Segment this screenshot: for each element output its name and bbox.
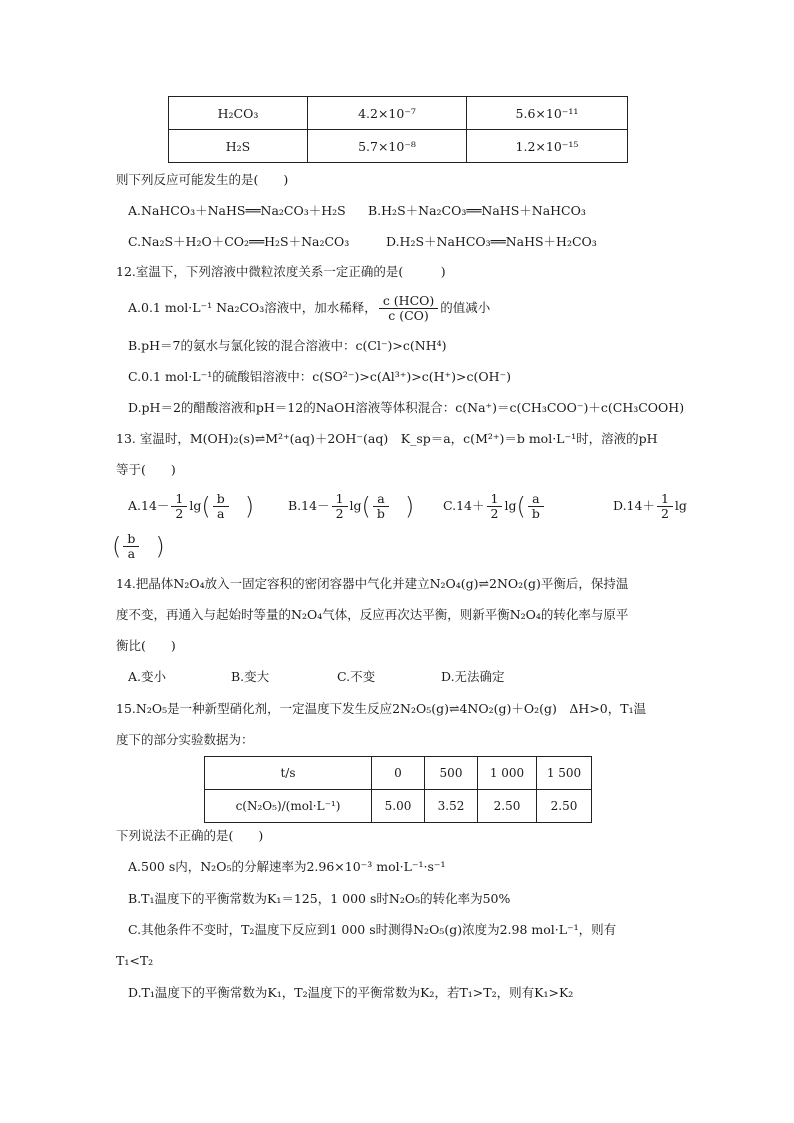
- q11-stem: 则下列反应可能发生的是( ): [116, 172, 289, 187]
- table-row: [205, 757, 592, 790]
- paren-close: ): [155, 532, 165, 561]
- table-header-cell: 1 000: [478, 757, 537, 790]
- denominator: 2: [490, 506, 499, 521]
- q15-line-2: 度下的部分实验数据为：: [116, 732, 254, 747]
- denominator: 2: [335, 506, 344, 521]
- q12-option-c: C.0.1 mol·L⁻¹的硫酸铝溶液中：c(SO²⁻)>c(Al³⁺)>c(H⁺)>c(OH⁻): [128, 369, 511, 384]
- q13-option-b: [288, 492, 414, 521]
- q13-c-prefix: C.14＋: [443, 498, 485, 513]
- kinetics-data-table: [204, 756, 592, 823]
- table-cell: 2.50: [537, 790, 592, 823]
- table-row: [205, 790, 592, 823]
- table-cell: H₂CO₃: [169, 97, 308, 130]
- table-header-cell: t/s: [205, 757, 372, 790]
- q14-option-b: B.变大: [231, 669, 270, 684]
- q13-a-prefix: A.14－: [128, 498, 170, 513]
- q12-option-d: D.pH＝2的醋酸溶液和pH＝12的NaOH溶液等体积混合：c(Na⁺)＝c(CH₃COO⁻)＋c(CH₃COOH): [128, 400, 685, 415]
- q13-b-fraction: [373, 492, 389, 521]
- q13-c-fraction: [528, 492, 544, 521]
- table-header-cell: 500: [425, 757, 478, 790]
- table-cell: 5.7×10⁻⁸: [308, 130, 467, 163]
- half-fraction: [657, 492, 673, 521]
- q13-d-fraction: [123, 532, 139, 561]
- numerator: 1: [171, 492, 187, 507]
- q11-option-d: D.H₂S＋NaHCO₃══NaHS＋H₂CO₃: [386, 234, 597, 249]
- numerator: 1: [487, 492, 503, 507]
- lg-label: lg: [189, 498, 202, 513]
- table-cell: 3.52: [425, 790, 478, 823]
- q14-option-a: A.变小: [128, 669, 167, 684]
- q15-line-1: 15.N₂O₅是一种新型硝化剂，一定温度下发生反应2N₂O₅(g)⇌4NO₂(g)＋O₂(g) ΔH>0，T₁温: [116, 701, 647, 716]
- paren-close: ): [404, 492, 415, 521]
- numerator: a: [373, 492, 388, 507]
- lg-label: lg: [349, 498, 362, 513]
- table-row: [169, 97, 628, 130]
- half-fraction: [171, 492, 187, 521]
- table-row: [169, 130, 628, 163]
- q14-line-3: 衡比( ): [116, 638, 176, 653]
- q11-option-a: A.NaHCO₃＋NaHS══Na₂CO₃＋H₂S: [128, 203, 346, 218]
- q13-a-fraction: [213, 492, 229, 521]
- q14-option-d: D.无法确定: [441, 669, 505, 684]
- q14-option-c: C.不变: [337, 669, 376, 684]
- denominator: c (CO): [388, 308, 429, 323]
- q11-option-b: B.H₂S＋Na₂CO₃══NaHS＋NaHCO₃: [368, 203, 586, 218]
- q15-option-c: C.其他条件不变时，T₂温度下反应到1 000 s时测得N₂O₅(g)浓度为2.98 mol·L⁻¹，则有: [128, 922, 617, 937]
- q12-a-fraction: [379, 294, 438, 323]
- paren-open: (: [361, 492, 371, 521]
- q12-stem: 12.室温下，下列溶液中微粒浓度关系一定正确的是( ): [116, 264, 446, 279]
- q15-stem: 下列说法不正确的是( ): [116, 828, 264, 843]
- half-fraction: [487, 492, 503, 521]
- paren-open: (: [112, 532, 122, 561]
- q13-line-2: 等于( ): [116, 462, 176, 477]
- denominator: a: [127, 546, 136, 561]
- q12-option-b: B.pH＝7的氨水与氯化铵的混合溶液中：c(Cl⁻)>c(NH⁴): [128, 338, 447, 353]
- numerator: c (HCO): [379, 294, 438, 309]
- table-cell: H₂S: [169, 130, 308, 163]
- q12-a-text-end: 的值减小: [440, 300, 491, 315]
- q13-option-c: [443, 492, 546, 521]
- numerator: a: [528, 492, 543, 507]
- half-fraction: [332, 492, 348, 521]
- q14-line-2: 度不变，再通入与起始时等量的N₂O₄气体，反应再次达平衡，则新平衡N₂O₄的转化率与原平: [116, 607, 629, 622]
- q12-option-a: [128, 294, 490, 323]
- q15-option-a: A.500 s内，N₂O₅的分解速率为2.96×10⁻³ mol·L⁻¹·s⁻¹: [128, 859, 446, 874]
- denominator: 2: [175, 506, 184, 521]
- table-cell: 4.2×10⁻⁷: [308, 97, 467, 130]
- table-header-cell: 1 500: [537, 757, 592, 790]
- q11-option-c: C.Na₂S＋H₂O＋CO₂══H₂S＋Na₂CO₃: [128, 234, 350, 249]
- q13-option-d-continued: [112, 532, 165, 561]
- table-cell: 1.2×10⁻¹⁵: [467, 130, 628, 163]
- table-cell: 5.6×10⁻¹¹: [467, 97, 628, 130]
- q13-option-d: [613, 492, 687, 521]
- denominator: b: [376, 506, 385, 521]
- numerator: b: [213, 492, 229, 507]
- numerator: 1: [332, 492, 348, 507]
- table-cell: 5.00: [372, 790, 425, 823]
- denominator: 2: [660, 506, 669, 521]
- acid-constant-table: [168, 96, 628, 163]
- denominator: b: [531, 506, 540, 521]
- q15-option-c-continued: T₁<T₂: [116, 953, 154, 968]
- paren-open: (: [201, 492, 211, 521]
- q13-option-a: [128, 492, 254, 521]
- lg-label: lg: [504, 498, 517, 513]
- q14-line-1: 14.把晶体N₂O₄放入一固定容积的密闭容器中气化并建立N₂O₄(g)⇌2NO₂(g)平衡后，保持温: [116, 576, 629, 591]
- table-cell: 2.50: [478, 790, 537, 823]
- q13-b-prefix: B.14－: [288, 498, 330, 513]
- denominator: a: [217, 506, 225, 521]
- q15-option-d: D.T₁温度下的平衡常数为K₁，T₂温度下的平衡常数为K₂，若T₁>T₂，则有K₁>K₂: [128, 985, 574, 1000]
- table-header-cell: 0: [372, 757, 425, 790]
- numerator: 1: [657, 492, 673, 507]
- q12-a-text: A.0.1 mol·L⁻¹ Na₂CO₃溶液中，加水稀释，: [128, 300, 377, 315]
- paren-close: ): [244, 492, 255, 521]
- q13-d-prefix: D.14＋: [613, 498, 655, 513]
- lg-label: lg: [674, 498, 687, 513]
- table-cell: c(N₂O₅)/(mol·L⁻¹): [205, 790, 372, 823]
- numerator: b: [123, 532, 139, 547]
- paren-open: (: [516, 492, 526, 521]
- q13-line-1: 13. 室温时，M(OH)₂(s)⇌M²⁺(aq)＋2OH⁻(aq) K_sp＝a，c(M²⁺)＝b mol·L⁻¹时，溶液的pH: [116, 431, 658, 446]
- q15-option-b: B.T₁温度下的平衡常数为K₁＝125，1 000 s时N₂O₅的转化率为50%: [128, 891, 511, 906]
